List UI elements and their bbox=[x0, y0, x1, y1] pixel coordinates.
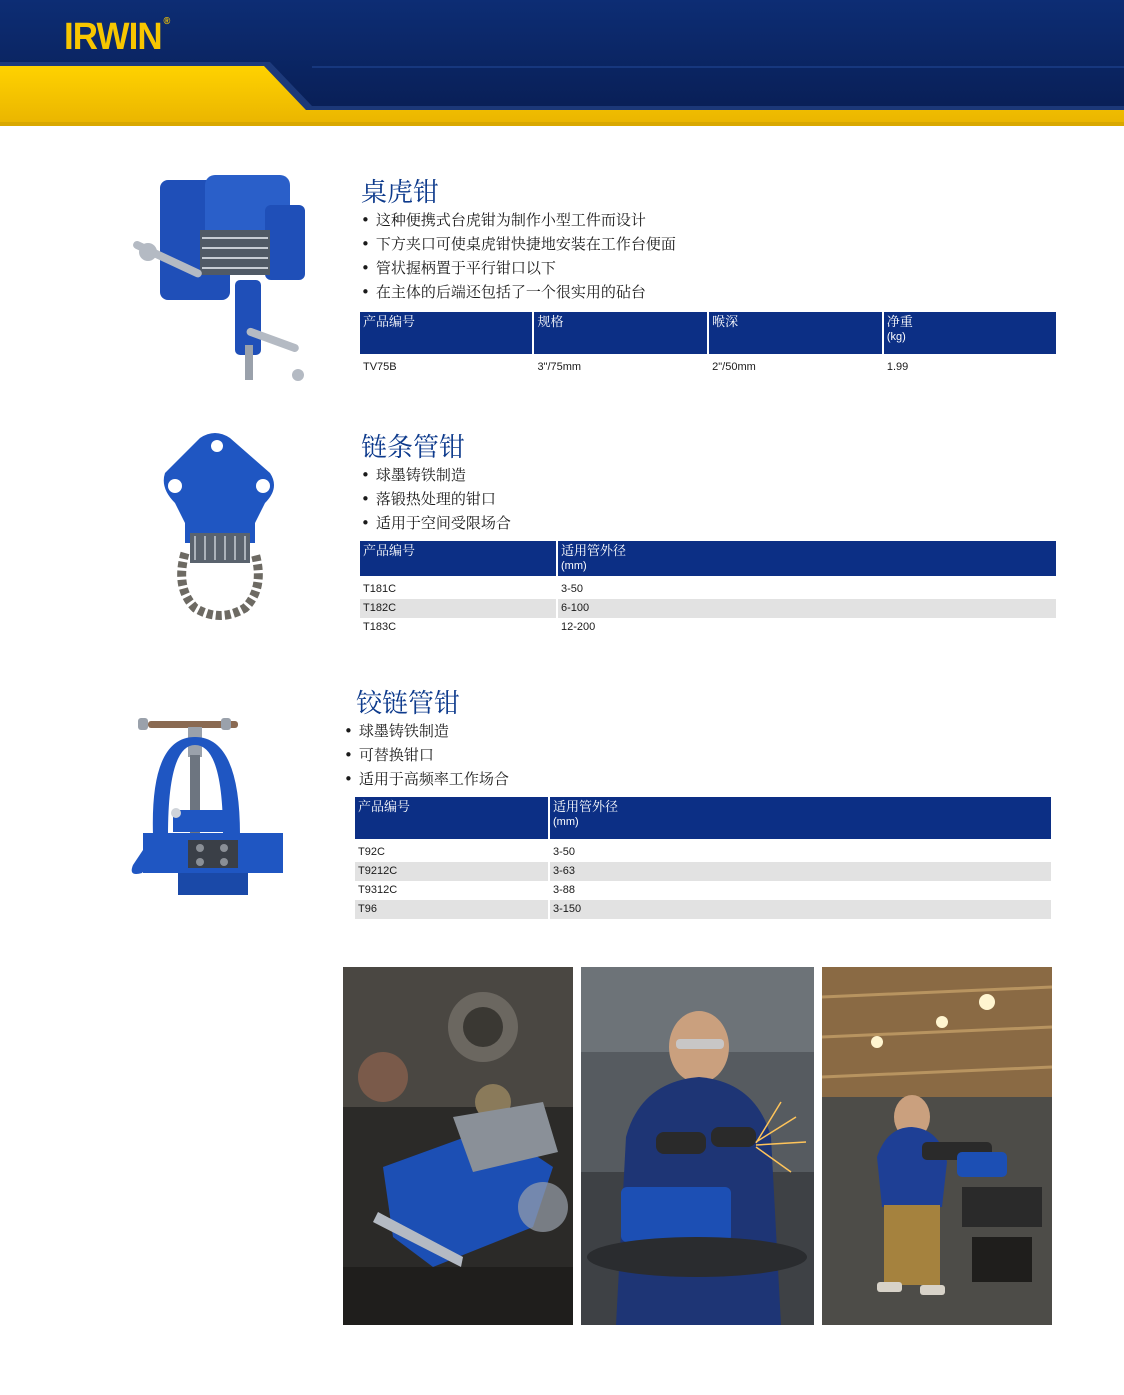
feature-item: • 适用于高频率工作场合 bbox=[344, 767, 509, 791]
feature-item: • 球墨铸铁制造 bbox=[344, 719, 509, 743]
yoke-vise-spec-table bbox=[353, 797, 1053, 919]
feature-item: • 落锻热处理的钳口 bbox=[361, 487, 511, 511]
feature-item: • 管状握柄置于平行钳口以下 bbox=[361, 256, 676, 280]
yoke-vise-features bbox=[344, 719, 509, 791]
irwin-logo: IRWIN ® bbox=[64, 16, 170, 58]
product-title-chain-vise: 链条管钳 bbox=[361, 433, 466, 463]
column-header: 产品编号 bbox=[360, 312, 532, 354]
column-header: 净重 (kg) bbox=[884, 312, 1056, 354]
header-banner bbox=[0, 0, 1124, 126]
worker-grinding-photo bbox=[581, 967, 814, 1325]
table-cell: 3-63 bbox=[550, 862, 1051, 881]
table-cell: 6-100 bbox=[558, 599, 1056, 618]
column-header: 适用管外径 (mm) bbox=[550, 797, 1051, 839]
column-header: 喉深 bbox=[709, 312, 882, 354]
worker-sawing-photo bbox=[822, 967, 1052, 1325]
table-cell: 3"/75mm bbox=[537, 361, 582, 373]
column-header: 产品编号 bbox=[355, 797, 548, 839]
table-cell: 1.99 bbox=[886, 361, 909, 373]
feature-item: • 可替换钳口 bbox=[344, 743, 509, 767]
table-cell: T181C bbox=[363, 583, 397, 595]
table-cell: T92C bbox=[358, 846, 385, 858]
column-header: 规格 bbox=[534, 312, 707, 354]
feature-item: • 这种便携式台虎钳为制作小型工件而设计 bbox=[361, 208, 676, 232]
table-cell: T96 bbox=[355, 900, 548, 919]
table-cell: 3-88 bbox=[553, 884, 576, 896]
table-row bbox=[360, 618, 1056, 637]
table-cell: TV75B bbox=[363, 361, 397, 373]
table-row bbox=[355, 881, 1051, 900]
feature-item: • 在主体的后端还包括了一个很实用的砧台 bbox=[361, 280, 676, 304]
bench-vise-icon bbox=[130, 170, 320, 389]
table-cell: 3-150 bbox=[550, 900, 1051, 919]
table-row bbox=[360, 576, 1056, 599]
bench-vise-spec-table bbox=[358, 312, 1058, 377]
column-header: 产品编号 bbox=[360, 541, 556, 576]
table-cell: T9312C bbox=[358, 884, 398, 896]
feature-item: • 下方夹口可使桌虎钳快捷地安装在工作台便面 bbox=[361, 232, 676, 256]
table-row bbox=[360, 599, 1056, 618]
column-header: 适用管外径 (mm) bbox=[558, 541, 1056, 576]
feature-item: • 适用于空间受限场合 bbox=[361, 511, 511, 535]
table-cell: 3-50 bbox=[561, 583, 584, 595]
workshop-vise-photo bbox=[343, 967, 573, 1325]
table-cell: T183C bbox=[363, 621, 397, 633]
table-cell: 2"/50mm bbox=[712, 361, 756, 373]
product-title-bench-vise: 桌虎钳 bbox=[361, 178, 440, 208]
table-cell: 12-200 bbox=[561, 621, 596, 633]
table-row bbox=[355, 862, 1051, 881]
chain-vise-features bbox=[361, 463, 511, 535]
product-title-yoke-vise: 铰链管钳 bbox=[356, 689, 461, 719]
feature-item: • 球墨铸铁制造 bbox=[361, 463, 511, 487]
table-row bbox=[355, 839, 1051, 862]
chain-vise-spec-table bbox=[358, 541, 1058, 637]
table-cell: T182C bbox=[360, 599, 556, 618]
table-row bbox=[360, 354, 1056, 377]
table-cell: T9212C bbox=[355, 862, 548, 881]
bench-vise-features bbox=[361, 208, 676, 304]
yoke-pipe-vise-icon bbox=[128, 715, 293, 904]
chain-pipe-vise-icon bbox=[155, 428, 285, 627]
table-cell: 3-50 bbox=[553, 846, 576, 858]
table-row bbox=[355, 900, 1051, 919]
